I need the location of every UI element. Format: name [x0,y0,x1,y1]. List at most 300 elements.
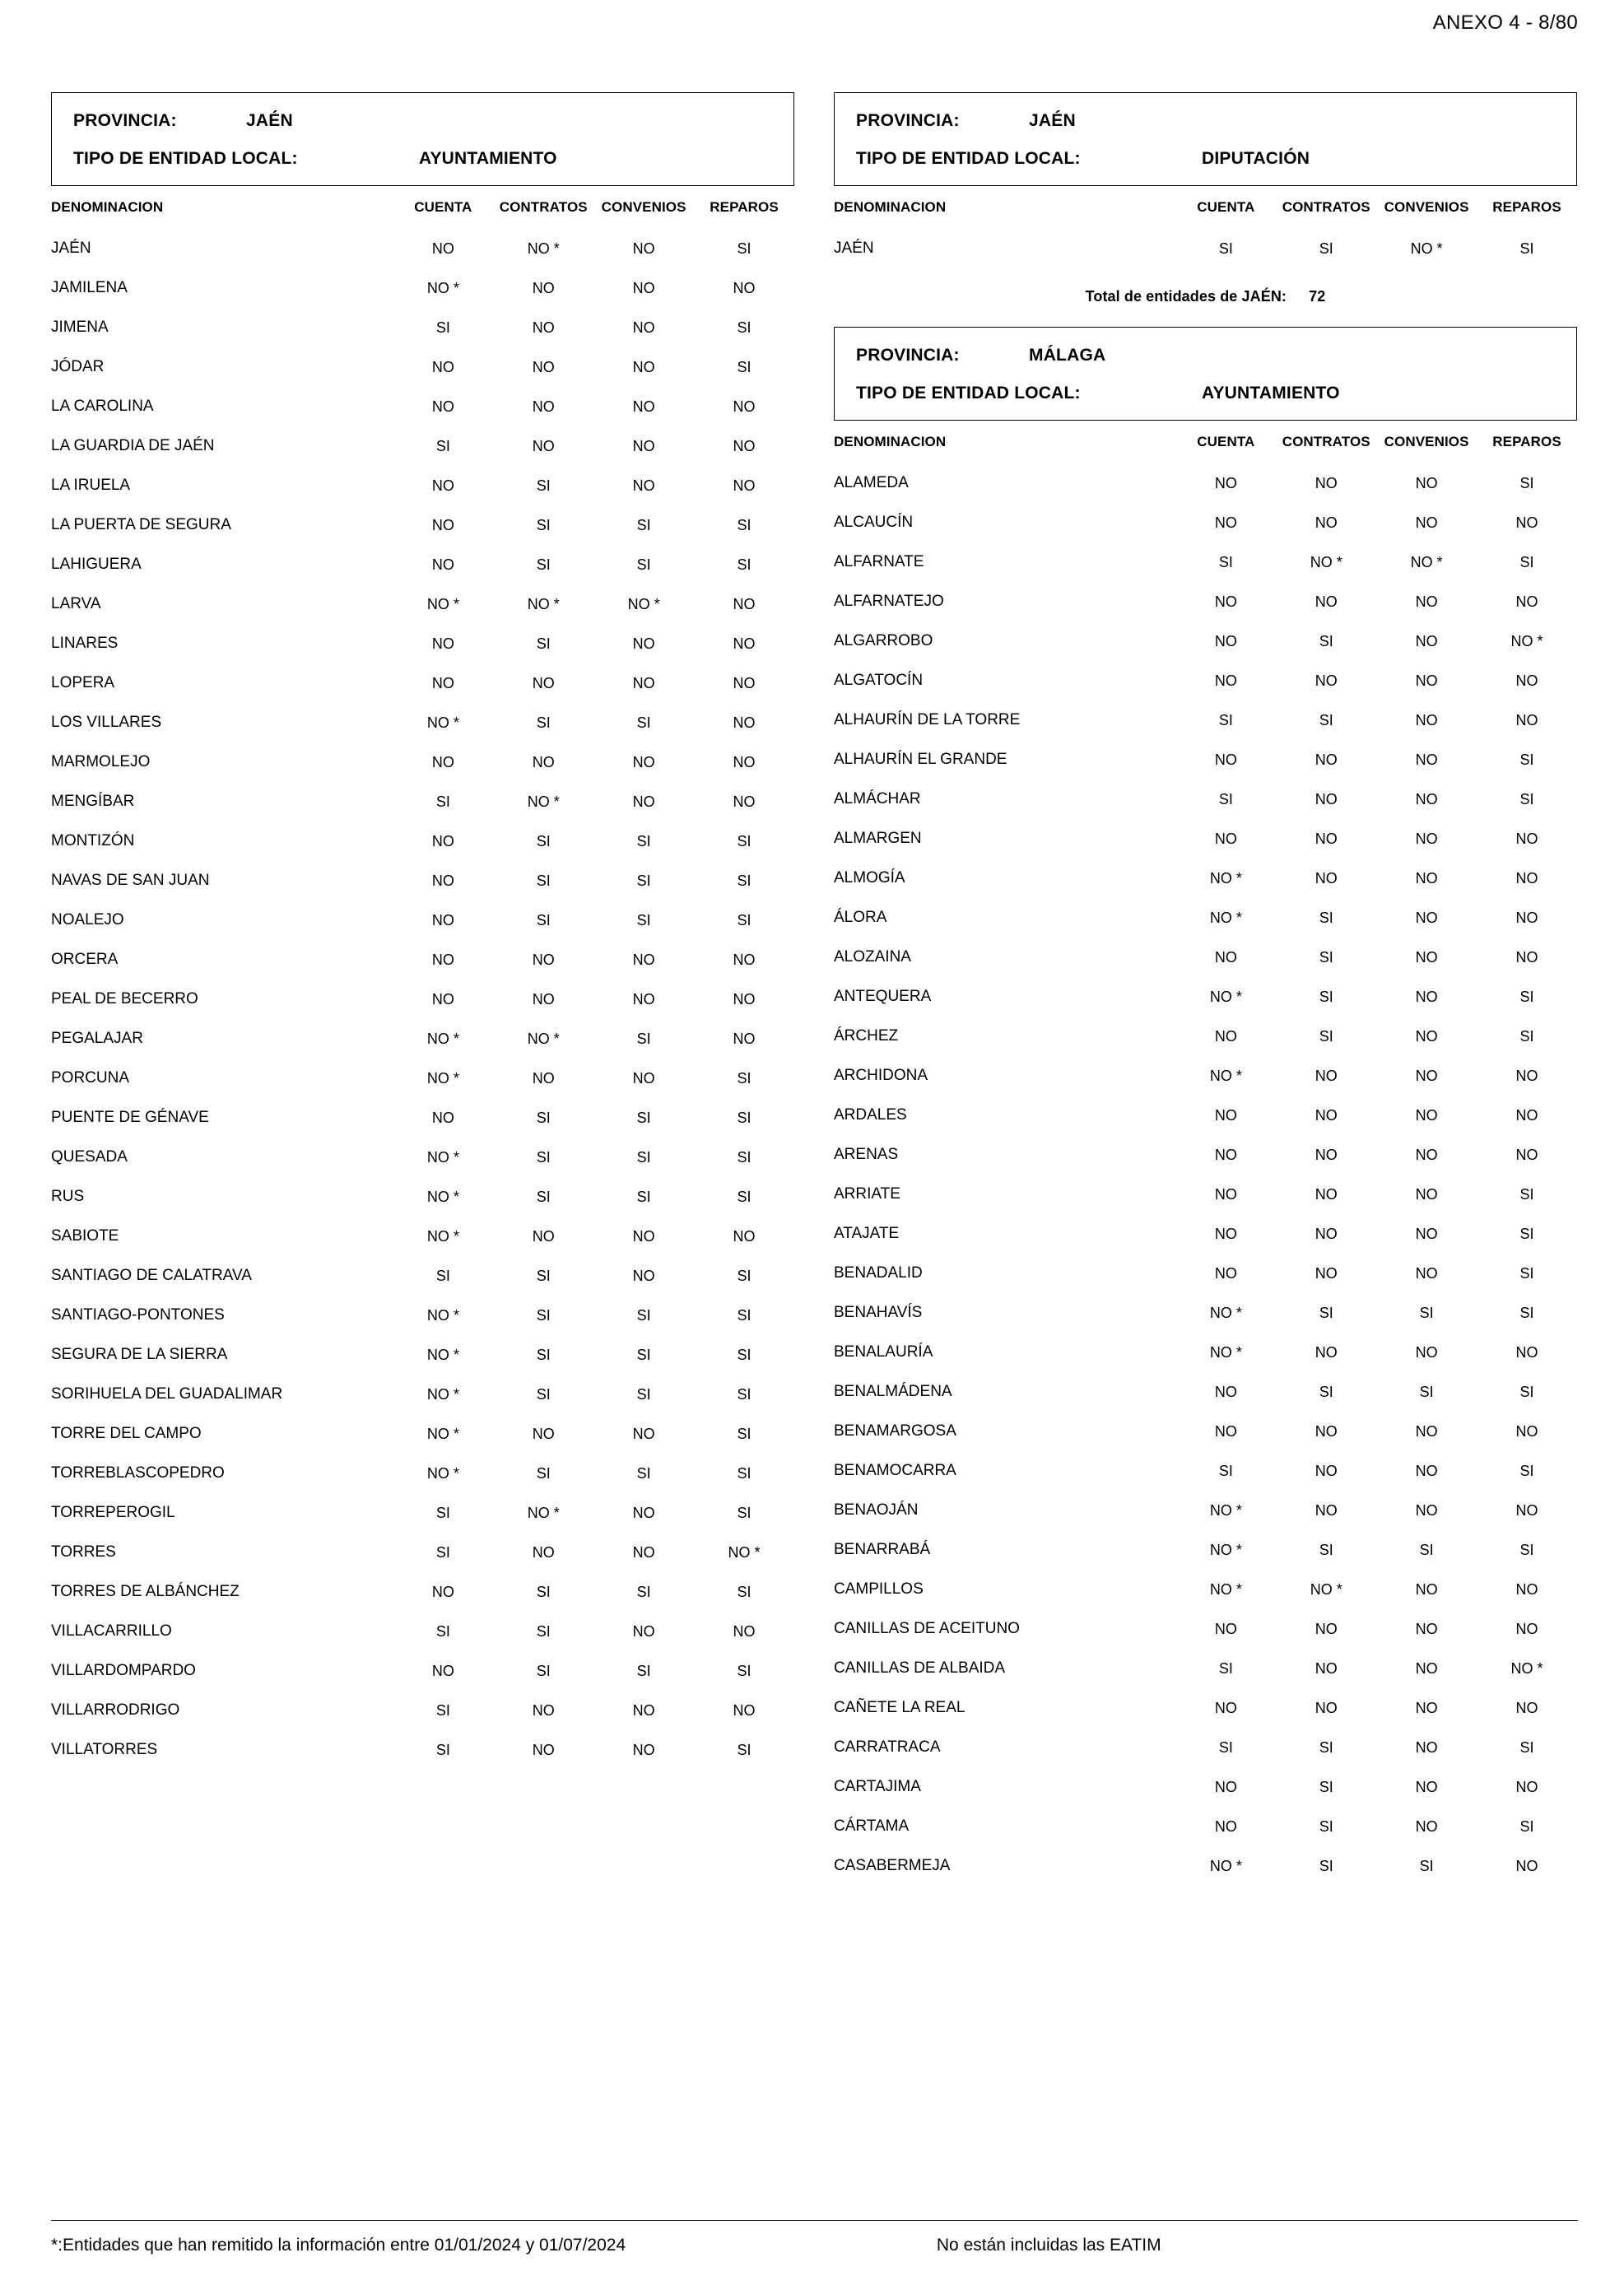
cell-reparos: NO [1515,948,1538,966]
cell-reparos: SI [737,832,752,849]
cell-contratos: NO [532,1701,555,1719]
cell-reparos: NO [733,437,756,454]
cell-cuenta: SI [1218,553,1233,570]
province-value: JAÉN [1029,111,1076,130]
entity-name: ÁRCHEZ [834,1027,899,1045]
cell-cuenta: NO [1214,1185,1237,1203]
cell-cuenta: NO * [1209,988,1242,1005]
cell-contratos: NO * [527,1030,560,1047]
table-row [834,1333,1577,1372]
table-row [51,1177,794,1217]
cell-reparos: SI [1519,751,1534,768]
table-row [834,1846,1577,1886]
cell-cuenta: NO [1214,1264,1237,1282]
table-row [834,542,1577,582]
cell-convenios: SI [1419,1541,1434,1558]
table-row [834,1767,1577,1807]
entity-name: PUENTE DE GÉNAVE [51,1109,209,1126]
cell-contratos: NO * [527,595,560,612]
cell-reparos: SI [1519,1541,1534,1558]
cell-convenios: NO [1415,1580,1438,1598]
cell-contratos: NO [532,1543,555,1561]
cell-reparos: SI [1519,1185,1534,1203]
cell-reparos: SI [737,1346,752,1363]
entity-name: ALHAURÍN EL GRANDE [834,751,1007,768]
cell-convenios: NO [632,398,655,415]
cell-reparos: SI [737,1662,752,1679]
cell-convenios: NO [1415,672,1438,689]
entity-type-row [73,149,772,169]
entity-name: JÓDAR [51,358,105,375]
column-header-cuenta: CUENTA [1197,199,1255,215]
column-header-reparos: REPAROS [1492,199,1561,215]
cell-contratos: SI [536,1464,551,1482]
cell-reparos: NO * [1510,1659,1543,1677]
entity-name: SANTIAGO-PONTONES [51,1306,225,1324]
table-row [834,938,1577,977]
entity-name: ARENAS [834,1146,899,1163]
cell-contratos: NO [1315,474,1338,491]
column-header-denominacion: DENOMINACION [51,199,164,215]
cell-convenios: NO [1415,632,1438,649]
province-value: MÁLAGA [1029,346,1106,365]
cell-contratos: SI [536,1662,551,1679]
cell-cuenta: SI [435,319,450,336]
entity-name: BENALAURÍA [834,1343,933,1361]
footer-note-eatim: No están incluidas las EATIM [936,2236,1161,2255]
table-row [834,1570,1577,1609]
cell-reparos: NO [733,714,756,731]
table-row [834,1491,1577,1530]
cell-reparos: NO [1515,672,1538,689]
cell-cuenta: NO [431,556,454,573]
entity-name: JIMENA [51,319,109,336]
cell-convenios: SI [636,1109,651,1126]
table-row [51,782,794,821]
cell-reparos: SI [737,1069,752,1087]
cell-cuenta: NO [1214,1699,1237,1716]
cell-reparos: NO [733,753,756,770]
cell-convenios: NO [632,753,655,770]
entity-name: VILLATORRES [51,1741,158,1758]
entity-name: CASABERMEJA [834,1857,951,1874]
cell-contratos: NO [532,437,555,454]
cell-reparos: SI [737,1385,752,1403]
cell-convenios: NO [1415,593,1438,610]
cell-cuenta: NO [431,1109,454,1126]
cell-cuenta: NO [1214,474,1237,491]
cell-reparos: SI [737,1188,752,1205]
cell-cuenta: SI [1218,1738,1233,1756]
table-row [834,1017,1577,1056]
column-header-convenios: CONVENIOS [601,199,686,215]
entity-name: VILLARDOMPARDO [51,1662,196,1679]
entity-name: NOALEJO [51,911,124,928]
table-row [834,1135,1577,1175]
province-value: JAÉN [246,111,293,130]
cell-convenios: NO [632,1622,655,1640]
cell-convenios: NO [1415,1699,1438,1716]
cell-cuenta: NO * [426,714,459,731]
entity-name: BENADALID [834,1264,923,1282]
cell-cuenta: NO [1214,1817,1237,1835]
table-row [834,700,1577,740]
entity-name: MENGÍBAR [51,793,135,810]
province-label: PROVINCIA: [73,111,177,130]
table-row [51,703,794,742]
cell-contratos: SI [536,1148,551,1166]
cell-reparos: NO [1515,1699,1538,1716]
column-header-cuenta: CUENTA [1197,434,1255,449]
cell-convenios: NO [1415,1462,1438,1479]
table-row [51,624,794,663]
province-row [856,111,1555,131]
cell-reparos: NO [733,1227,756,1245]
cell-reparos: SI [737,240,752,257]
table-row [51,584,794,624]
cell-convenios: NO [1415,1659,1438,1677]
cell-convenios: NO [632,358,655,375]
cell-cuenta: NO [1214,948,1237,966]
cell-contratos: NO [532,951,555,968]
cell-contratos: NO [1315,1185,1338,1203]
cell-contratos: SI [1319,909,1333,926]
entity-name: PORCUNA [51,1069,130,1087]
entity-name: LINARES [51,635,119,652]
cell-contratos: SI [1319,1778,1333,1795]
cell-convenios: NO [1415,1225,1438,1242]
cell-convenios: NO [632,1227,655,1245]
table-row [834,1372,1577,1412]
cell-convenios: SI [1419,1857,1434,1874]
entity-name: ALFARNATE [834,553,924,570]
table-row [51,940,794,980]
table-row [834,661,1577,700]
cell-cuenta: NO * [426,1148,459,1166]
cell-contratos: SI [536,1385,551,1403]
table-row [51,545,794,584]
cell-convenios: NO [1415,988,1438,1005]
entity-name: ARDALES [834,1106,907,1124]
cell-contratos: SI [536,714,551,731]
cell-contratos: SI [536,911,551,928]
cell-contratos: NO [532,358,555,375]
cell-reparos: SI [1519,1738,1534,1756]
entity-name: LA GUARDIA DE JAÉN [51,437,215,454]
cell-contratos: NO [1315,1422,1338,1440]
cell-cuenta: NO [431,1662,454,1679]
cell-reparos: SI [1519,1817,1534,1835]
table-row [834,740,1577,780]
entity-name: TORREBLASCOPEDRO [51,1464,225,1482]
table-row [51,821,794,861]
cell-convenios: NO [1415,751,1438,768]
cell-contratos: SI [536,872,551,889]
cell-reparos: SI [1519,1462,1534,1479]
entity-name: LA IRUELA [51,477,131,494]
entity-name: LARVA [51,595,101,612]
cell-reparos: SI [737,1464,752,1482]
cell-contratos: NO [532,1069,555,1087]
column-header-contratos: CONTRATOS [1282,199,1370,215]
cell-convenios: NO [1415,790,1438,807]
footer-note-asterisk: *:Entidades que han remitido la información entre 01/01/2024 y 01/07/2024 [51,2236,626,2255]
table-row [51,1612,794,1651]
cell-cuenta: SI [1218,240,1233,257]
cell-reparos: NO [1515,1343,1538,1361]
column-header-reparos: REPAROS [710,199,779,215]
cell-reparos: NO [1515,711,1538,728]
cell-contratos: NO * [527,793,560,810]
cell-convenios: SI [636,1385,651,1403]
cell-cuenta: NO [431,516,454,533]
cell-convenios: NO [632,279,655,296]
cell-convenios: SI [1419,1383,1434,1400]
cell-contratos: NO [1315,1659,1338,1677]
cell-contratos: NO [532,753,555,770]
entity-name: JAMILENA [51,279,128,296]
table-row [51,1138,794,1177]
table-row [834,1451,1577,1491]
entity-name: SABIOTE [51,1227,119,1245]
cell-cuenta: NO * [426,595,459,612]
cell-convenios: NO [632,674,655,691]
cell-cuenta: SI [435,1504,450,1521]
cell-reparos: NO [1515,830,1538,847]
cell-convenios: NO [1415,1817,1438,1835]
left-column [51,92,794,1886]
entity-name: MARMOLEJO [51,753,151,770]
cell-contratos: SI [1319,711,1333,728]
table-header-row [834,434,1577,463]
cell-reparos: NO [733,398,756,415]
cell-convenios: NO [632,951,655,968]
right-column [834,92,1577,1886]
entities-table-right-2 [834,434,1577,1886]
table-row [834,819,1577,859]
table-row [51,466,794,505]
cell-cuenta: NO * [426,1227,459,1245]
entity-name: ALAMEDA [834,474,909,491]
cell-convenios: NO [1415,1501,1438,1519]
table-row [51,901,794,940]
cell-reparos: SI [737,1109,752,1126]
cell-cuenta: NO [431,990,454,1008]
cell-cuenta: NO [431,872,454,889]
entity-name: ÁLORA [834,909,887,926]
cell-cuenta: NO [431,477,454,494]
cell-convenios: NO [1415,1738,1438,1756]
cell-convenios: SI [636,832,651,849]
cell-convenios: NO [632,1425,655,1442]
cell-convenios: SI [1419,1304,1434,1321]
cell-cuenta: SI [435,1701,450,1719]
cell-contratos: SI [1319,1541,1333,1558]
entity-name: ALCAUCÍN [834,514,914,531]
cell-reparos: SI [1519,1027,1534,1045]
cell-reparos: SI [737,1306,752,1324]
cell-contratos: SI [536,1109,551,1126]
cell-reparos: SI [737,1148,752,1166]
entity-name: CARTAJIMA [834,1778,921,1795]
cell-cuenta: NO * [426,1464,459,1482]
cell-contratos: NO [1315,1620,1338,1637]
cell-convenios: NO [1415,474,1438,491]
cell-reparos: NO [1515,1620,1538,1637]
entity-type-label: TIPO DE ENTIDAD LOCAL: [856,384,1081,403]
table-row [51,229,794,268]
cell-convenios: NO [1415,869,1438,887]
cell-contratos: NO * [527,240,560,257]
entity-name: ARCHIDONA [834,1067,928,1084]
cell-reparos: NO [733,1701,756,1719]
province-block-malaga-ayuntamiento [834,327,1577,421]
entity-name: CARRATRACA [834,1738,941,1756]
table-row [834,229,1577,268]
cell-cuenta: NO [431,674,454,691]
table-row [51,742,794,782]
table-row [51,1572,794,1612]
cell-cuenta: NO * [1209,1067,1242,1084]
entity-type-value: DIPUTACIÓN [1202,149,1310,168]
table-row [51,1296,794,1335]
entity-type-value: AYUNTAMIENTO [1202,384,1340,403]
cell-reparos: NO [1515,1422,1538,1440]
entity-name: BENARRABÁ [834,1541,931,1558]
table-row [834,1254,1577,1293]
cell-cuenta: NO * [426,1346,459,1363]
table-row [51,426,794,466]
table-row [834,1412,1577,1451]
province-row [73,111,772,131]
cell-convenios: NO [1415,1185,1438,1203]
province-row [856,346,1555,365]
cell-contratos: NO [1315,790,1338,807]
cell-convenios: SI [636,556,651,573]
cell-cuenta: NO * [1209,1541,1242,1558]
table-header-row [834,199,1577,229]
cell-convenios: NO [1415,948,1438,966]
table-row [834,1096,1577,1135]
cell-reparos: NO [733,793,756,810]
cell-contratos: NO [1315,1343,1338,1361]
cell-reparos: NO [733,1622,756,1640]
cell-cuenta: NO * [1209,1580,1242,1598]
cell-convenios: NO [632,319,655,336]
cell-contratos: NO [532,1227,555,1245]
cell-convenios: NO [632,1741,655,1758]
entity-name: CAMPILLOS [834,1580,924,1598]
columns-container [51,92,1578,1886]
cell-cuenta: NO [1214,1146,1237,1163]
cell-cuenta: NO * [426,1385,459,1403]
entity-name: TORRE DEL CAMPO [51,1425,202,1442]
cell-cuenta: NO [431,398,454,415]
cell-convenios: NO [1415,1778,1438,1795]
table-row [51,1217,794,1256]
table-row [51,1098,794,1138]
entities-table-right-1 [834,199,1577,268]
entity-name: LOS VILLARES [51,714,162,731]
cell-cuenta: NO * [1209,909,1242,926]
entity-type-row [856,149,1555,169]
cell-cuenta: NO [431,911,454,928]
entity-name: ALGARROBO [834,632,933,649]
entity-name: ATAJATE [834,1225,900,1242]
cell-reparos: SI [737,319,752,336]
cell-convenios: SI [636,1188,651,1205]
table-row [51,1651,794,1691]
entity-name: ALMARGEN [834,830,922,847]
cell-convenios: NO [1415,1106,1438,1124]
cell-cuenta: NO [431,1583,454,1600]
cell-cuenta: NO [1214,672,1237,689]
entity-name: BENAOJÁN [834,1501,919,1519]
table-row [51,505,794,545]
cell-convenios: NO [632,635,655,652]
entity-name: PEAL DE BECERRO [51,990,198,1008]
cell-contratos: SI [1319,1027,1333,1045]
table-row [834,1214,1577,1254]
cell-cuenta: NO [1214,1383,1237,1400]
cell-contratos: NO * [1310,1580,1342,1598]
column-header-denominacion: DENOMINACION [834,199,947,215]
cell-convenios: SI [636,1148,651,1166]
entity-type-row [856,384,1555,403]
cell-reparos: NO [1515,1106,1538,1124]
cell-reparos: SI [737,1504,752,1521]
cell-reparos: NO [1515,1067,1538,1084]
entity-name: CAÑETE LA REAL [834,1699,966,1716]
cell-contratos: NO * [527,1504,560,1521]
cell-cuenta: NO [1214,751,1237,768]
cell-convenios: SI [636,1464,651,1482]
cell-cuenta: NO * [426,1188,459,1205]
table-row [834,1056,1577,1096]
cell-convenios: SI [636,1346,651,1363]
cell-convenios: SI [636,872,651,889]
cell-reparos: NO [733,635,756,652]
entity-name: SEGURA DE LA SIERRA [51,1346,228,1363]
cell-reparos: NO [1515,869,1538,887]
cell-convenios: NO [632,1267,655,1284]
cell-contratos: SI [1319,240,1333,257]
entity-name: TORRES [51,1543,116,1561]
cell-reparos: SI [1519,1225,1534,1242]
cell-convenios: NO [1415,1422,1438,1440]
cell-reparos: SI [737,1425,752,1442]
cell-convenios: NO [632,477,655,494]
table-row [51,1059,794,1098]
cell-reparos: NO [1515,1501,1538,1519]
entity-name: VILLARRODRIGO [51,1701,180,1719]
cell-convenios: NO [632,1701,655,1719]
cell-contratos: SI [536,1306,551,1324]
entity-name: CANILLAS DE ACEITUNO [834,1620,1020,1637]
entity-type-label: TIPO DE ENTIDAD LOCAL: [73,149,298,168]
column-header-cuenta: CUENTA [414,199,472,215]
table-row [51,1335,794,1375]
cell-contratos: NO [532,1741,555,1758]
table-row [834,977,1577,1017]
cell-contratos: SI [536,832,551,849]
cell-cuenta: NO [431,951,454,968]
cell-cuenta: NO * [426,1030,459,1047]
table-row [834,1728,1577,1767]
entity-name: ARRIATE [834,1185,900,1203]
cell-contratos: SI [536,1622,551,1640]
cell-convenios: NO [1415,711,1438,728]
